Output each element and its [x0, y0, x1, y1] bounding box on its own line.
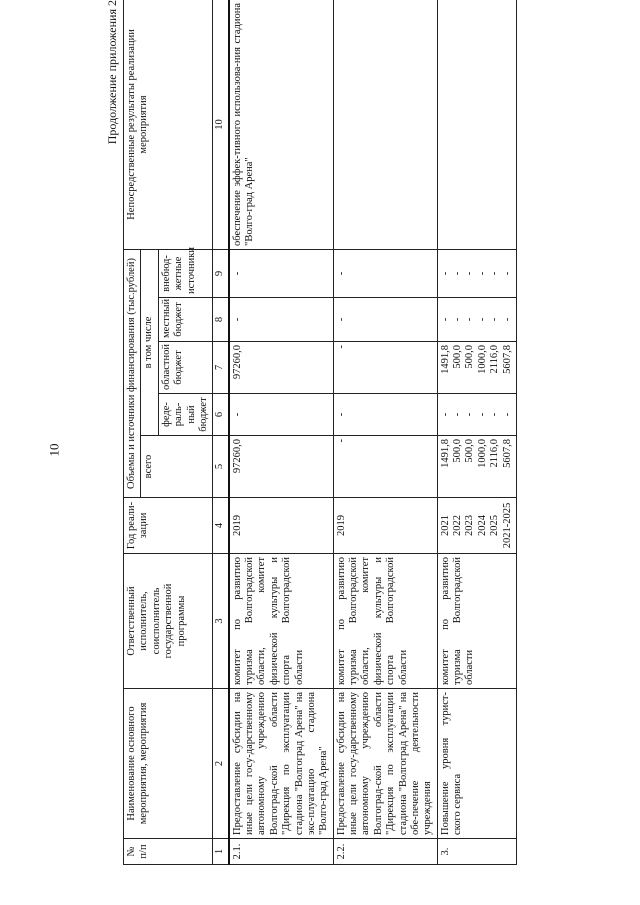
extrabudget-cell-value: -	[489, 271, 501, 276]
regional-cell-value: 5607,8	[501, 345, 513, 374]
activity-name: Повышение уровня турист-ского сервиса	[437, 689, 516, 839]
total-cell-value: 2116,0	[489, 439, 501, 468]
total-cell-value: 1000,0	[476, 439, 488, 468]
total-cell-value: 500,0	[452, 439, 463, 463]
col-number: 1	[213, 839, 229, 865]
header-num: № п/п	[124, 839, 213, 865]
federal-cell-value: -	[452, 412, 463, 417]
header-responsible: Ответственный исполнитель, соисполнитель государственной программы	[124, 554, 213, 689]
responsible-executor: комитет по развитию туризма Волгоградской области	[437, 554, 516, 689]
rotated-page	[85, 0, 640, 865]
header-total: всего	[141, 436, 213, 498]
federal-cell	[437, 394, 516, 436]
federal-cell-value: -	[476, 412, 488, 417]
total-cell-value: 97260,0	[231, 439, 243, 474]
extrabudget-cell-value: -	[231, 271, 243, 276]
result-cell: обеспечение эффек-тивного использова-ния стадиона "Волго-град Арена"	[229, 0, 334, 249]
federal-cell	[333, 394, 437, 436]
activity-name: Предоставление субсидии на иные цели госу-дарственному автономному учреждению Волгоград-ской области "Дирекция по эксплуатации стадиона "Волгоград Арена" на экс-плуатацию стадиона "Волго-град Арена"	[229, 689, 334, 839]
federal-cell-value: -	[335, 412, 347, 417]
year-cell-value: 2022	[452, 515, 463, 536]
page-number: 10	[46, 443, 62, 457]
local-cell-value: -	[335, 317, 347, 322]
col-number: 5	[213, 436, 229, 498]
local-cell	[333, 298, 437, 342]
local-cell-value: -	[489, 317, 501, 322]
program-table	[123, 0, 517, 865]
header-regional: областной бюджет	[158, 342, 213, 394]
header-incl: в том числе	[141, 249, 158, 435]
result-cell	[437, 0, 516, 249]
year-cell	[229, 498, 334, 554]
total-cell-value: 1491,8	[439, 439, 451, 468]
appendix-caption: Продолжение приложения 2	[105, 0, 119, 145]
federal-cell-value: -	[231, 412, 243, 417]
extrabudget-cell-value: -	[501, 271, 513, 276]
column-number-row	[213, 0, 229, 865]
local-cell-value: -	[452, 317, 463, 322]
total-cell	[229, 436, 334, 498]
table-row	[437, 0, 516, 865]
regional-cell-value: -	[335, 345, 347, 349]
regional-cell	[333, 342, 437, 394]
regional-cell	[437, 342, 516, 394]
header-funding: Объемы и источники финансирования (тыс.рублей)	[124, 249, 141, 497]
regional-cell-value: 500,0	[464, 345, 476, 369]
extrabudget-cell	[333, 249, 437, 297]
extrabudget-cell-value: -	[476, 271, 488, 276]
col-number: 7	[213, 342, 229, 394]
federal-cell	[229, 394, 334, 436]
total-cell	[437, 436, 516, 498]
year-cell	[437, 498, 516, 554]
total-cell-value: 500,0	[464, 439, 476, 463]
year-cell-value: 2021-2025	[501, 502, 513, 549]
header-name: Наименование основного мероприятия, мероприятия	[124, 689, 213, 839]
total-cell-value: -	[335, 439, 347, 443]
row-number: 2.1.	[229, 839, 334, 865]
federal-cell-value: -	[439, 412, 451, 417]
regional-cell-value: 1491,8	[439, 345, 451, 374]
year-cell	[333, 498, 437, 554]
regional-cell-value: 97260,0	[231, 345, 243, 380]
local-cell	[229, 298, 334, 342]
row-number: 2.2.	[333, 839, 437, 865]
year-cell-value: 2025	[489, 515, 501, 536]
regional-cell	[229, 342, 334, 394]
local-cell-value: -	[439, 317, 451, 322]
year-cell-value: 2021	[439, 515, 451, 536]
extrabudget-cell-value: -	[439, 271, 451, 276]
year-cell-value: 2019	[335, 515, 347, 536]
local-cell-value: -	[501, 317, 513, 322]
result-cell	[333, 0, 437, 249]
federal-cell-value: -	[464, 412, 476, 417]
federal-cell-value: -	[489, 412, 501, 417]
extrabudget-cell-value: -	[335, 271, 347, 276]
col-number: 9	[213, 249, 229, 297]
regional-cell-value: 1000,0	[476, 345, 488, 374]
total-cell	[333, 436, 437, 498]
row-number: 3.	[437, 839, 516, 865]
local-cell-value: -	[464, 317, 476, 322]
local-cell	[437, 298, 516, 342]
extrabudget-cell	[437, 249, 516, 297]
activity-name: Предоставление субсидии на иные цели госу-дарственному автономному учреждению Волгоград-ской области "Дирекция по эксплуатации стадиона "Волгоград Арена" на обе-печение деятельности учреждения	[333, 689, 437, 839]
local-cell-value: -	[476, 317, 488, 322]
responsible-executor: комитет по развитию туризма Волгоградской области, комитет физической культуры и спорта Волгоградской области	[229, 554, 334, 689]
year-cell-value: 2023	[464, 515, 476, 536]
col-number: 3	[213, 554, 229, 689]
header-year: Год реали-зации	[124, 498, 213, 554]
total-cell-value: 5607,8	[501, 439, 513, 468]
local-cell-value: -	[231, 317, 243, 322]
col-number: 8	[213, 298, 229, 342]
header-federal: феде-раль-ный бюджет	[158, 394, 213, 436]
extrabudget-cell-value: -	[452, 271, 463, 276]
table-row	[333, 0, 437, 865]
table-row	[229, 0, 334, 865]
year-cell-value: 2024	[476, 515, 488, 536]
regional-cell-value: 500,0	[452, 345, 463, 369]
header-local: местный бюджет	[158, 298, 213, 342]
col-number: 6	[213, 394, 229, 436]
year-cell-value: 2019	[231, 515, 243, 536]
responsible-executor: комитет по развитию туризма Волгоградской области, комитет физической культуры и спорта Волгоградской области	[333, 554, 437, 689]
col-number: 2	[213, 689, 229, 839]
extrabudget-cell	[229, 249, 334, 297]
col-number: 4	[213, 498, 229, 554]
header-result: Непосредственные результаты реализации мероприятия	[124, 0, 213, 249]
regional-cell-value: 2116,0	[489, 345, 501, 374]
extrabudget-cell-value: -	[464, 271, 476, 276]
col-number: 10	[213, 0, 229, 249]
federal-cell-value: -	[501, 412, 513, 417]
header-extrabudget: внебюд-жетные источники	[158, 249, 213, 297]
